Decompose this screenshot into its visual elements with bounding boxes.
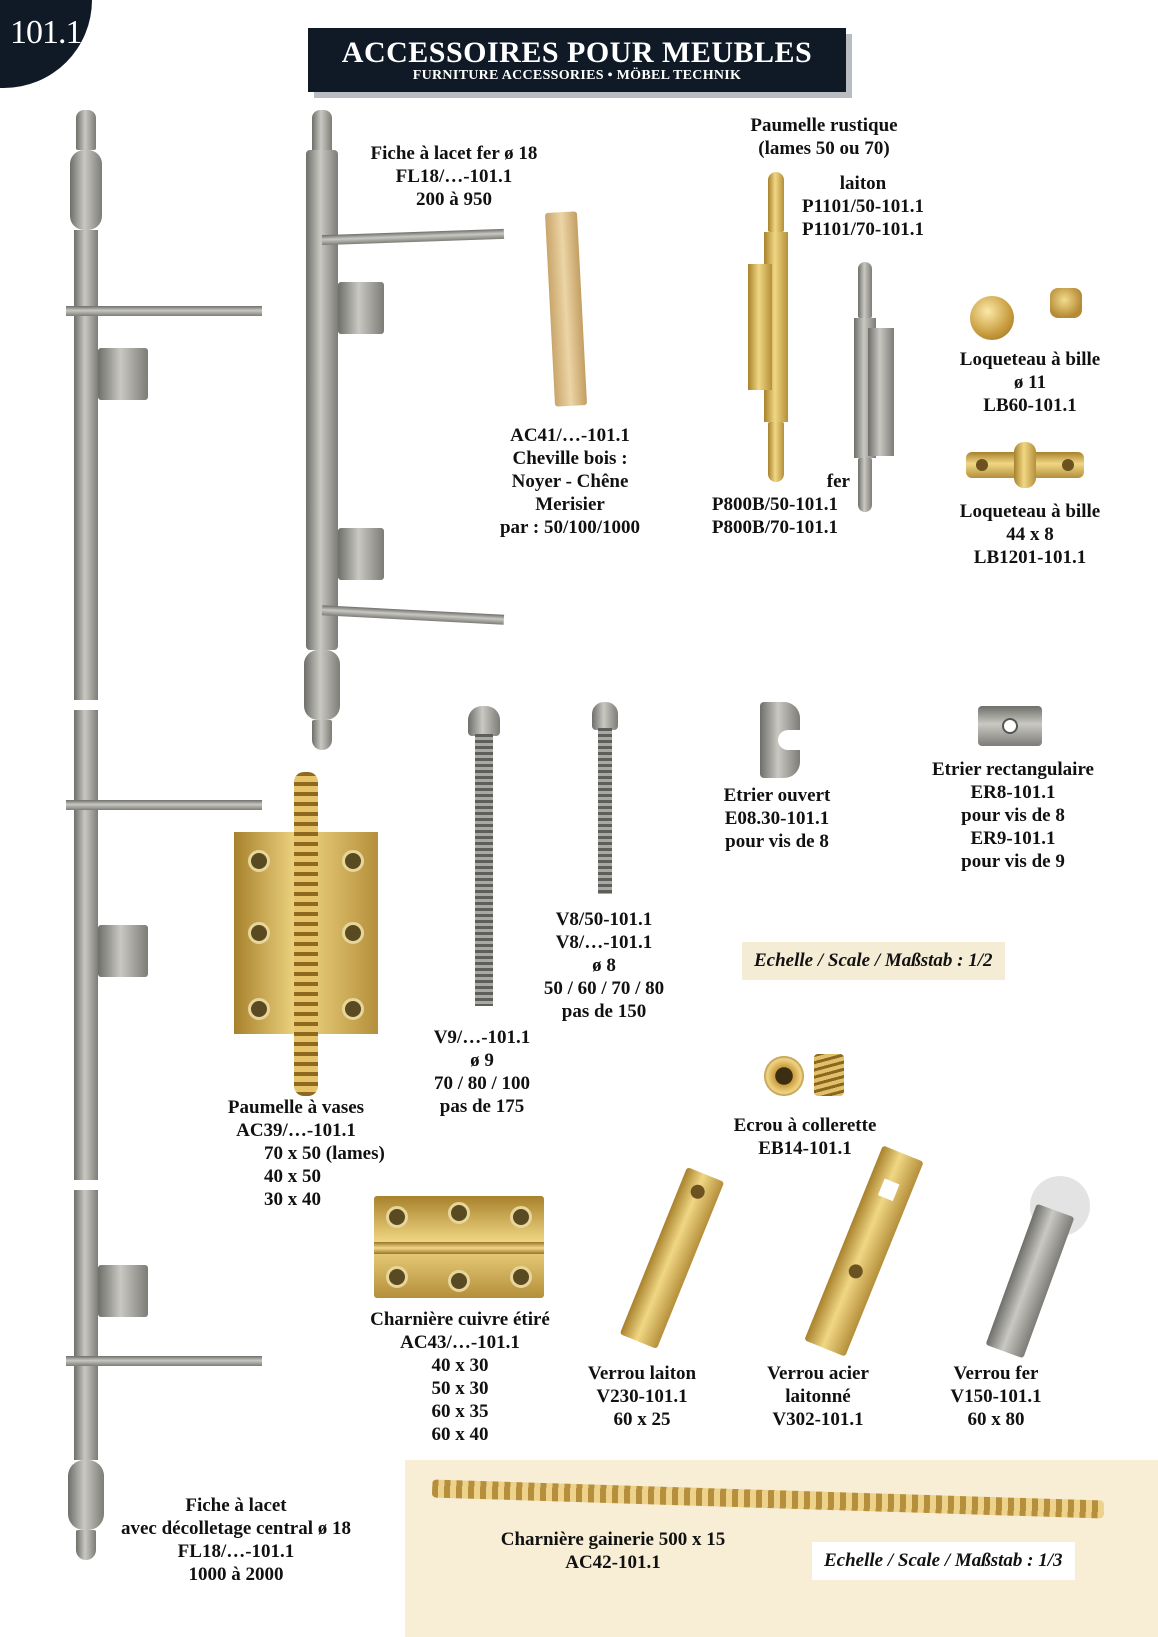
etrier-ouvert-title: Etrier ouvert [723, 785, 831, 806]
verrou-fer-label [926, 1362, 1066, 1431]
etrier-ouvert-note: pour vis de 8 [725, 831, 829, 852]
etrier-ouvert-image [760, 702, 800, 778]
etrier-rect-title: Etrier rectangulaire [932, 759, 1094, 780]
cheville-bois-title: Cheville bois : [512, 448, 628, 469]
verrou-laiton-size: 60 x 25 [613, 1409, 671, 1430]
fiche-decolletage-size: 1000 à 2000 [188, 1564, 284, 1585]
charniere-cuivre-label [352, 1308, 568, 1446]
etrier-rect-ref-9: ER9-101.1 [970, 828, 1056, 849]
verrou-acier-label [748, 1362, 888, 1431]
ecrou-ref: EB14-101.1 [758, 1138, 852, 1159]
etrier-rect-note-9: pour vis de 9 [961, 851, 1065, 872]
loqueteau-11-side-image [1050, 288, 1082, 318]
loqueteau-11-ref: LB60-101.1 [983, 395, 1077, 416]
paumelle-vases-title: Paumelle à vases [227, 1097, 365, 1118]
vis-v9-pitch: pas de 175 [439, 1096, 525, 1117]
ecrou-image [764, 1056, 804, 1096]
paumelle-vases-size-2: 40 x 50 [264, 1166, 321, 1187]
etrier-rect-label [908, 758, 1118, 873]
ecrou-threaded-image [814, 1054, 844, 1096]
fiche-decolletage-desc: avec décolletage central ø 18 [120, 1518, 352, 1539]
vis-v9-lengths: 70 / 80 / 100 [433, 1073, 531, 1094]
verrou-fer-title: Verrou fer [953, 1363, 1039, 1384]
fiche-lacet-fer-ref: FL18/…-101.1 [395, 166, 513, 187]
paumelle-laiton-label [788, 172, 938, 241]
fiche-lacet-fer-size: 200 à 950 [416, 189, 492, 210]
cheville-bois-image [545, 211, 587, 406]
charniere-cuivre-title: Charnière cuivre étiré [370, 1309, 550, 1330]
loqueteau-11-title: Loqueteau à bille [959, 349, 1101, 370]
etrier-ouvert-label [702, 784, 852, 853]
fiche-decolletage-ref: FL18/…-101.1 [177, 1541, 295, 1562]
paumelle-fer-label [700, 470, 850, 539]
verrou-acier-finish: laitonné [785, 1386, 851, 1407]
paumelle-rustique-title: Paumelle rustique [750, 115, 898, 136]
cheville-bois-wood-1: Noyer - Chêne [511, 471, 629, 492]
verrou-acier-title: Verrou acier [767, 1363, 869, 1384]
charniere-cuivre-ref: AC43/…-101.1 [400, 1332, 520, 1353]
vis-v8-diameter: ø 8 [592, 955, 616, 976]
paumelle-vases-sizes [264, 1142, 414, 1211]
verrou-laiton-title: Verrou laiton [587, 1363, 697, 1384]
vis-v8-pitch: pas de 150 [561, 1001, 647, 1022]
ecrou-title: Ecrou à collerette [733, 1115, 877, 1136]
etrier-ouvert-ref: E08.30-101.1 [724, 808, 830, 829]
scale-third-badge: Echelle / Scale / Maßstab : 1/3 [812, 1542, 1075, 1580]
cheville-bois-ref: AC41/…-101.1 [510, 425, 630, 446]
verrou-laiton-image [620, 1167, 725, 1349]
ecrou-label [710, 1114, 900, 1160]
verrou-fer-body-image [986, 1204, 1075, 1359]
vis-v8-image [588, 702, 622, 894]
loqueteau-11-image [970, 296, 1014, 340]
charniere-cuivre-size-4: 60 x 40 [431, 1424, 489, 1445]
paumelle-laiton-ref-50: P1101/50-101.1 [802, 196, 924, 217]
charniere-gainerie-label [478, 1528, 748, 1574]
loqueteau-44-image [966, 452, 1084, 478]
cheville-bois-label [480, 424, 660, 539]
loqueteau-44-ref: LB1201-101.1 [973, 547, 1087, 568]
vis-v8-ref: V8/…-101.1 [555, 932, 653, 953]
loqueteau-11-size: ø 11 [1013, 372, 1047, 393]
vis-v9-image [464, 706, 504, 1006]
cheville-bois-pack: par : 50/100/1000 [499, 517, 641, 538]
charniere-cuivre-size-2: 50 x 30 [431, 1378, 489, 1399]
vis-v9-ref: V9/…-101.1 [433, 1027, 531, 1048]
vis-v8-label [522, 908, 686, 1023]
fiche-lacet-fer-title: Fiche à lacet fer ø 18 [370, 143, 538, 164]
vis-v9-diameter: ø 9 [470, 1050, 494, 1071]
paumelle-vases-ref: AC39/…-101.1 [236, 1120, 356, 1141]
paumelle-vases-size-1: 70 x 50 (lames) [264, 1143, 385, 1164]
paumelle-vases-label [212, 1096, 380, 1142]
fiche-lacet-fer-label [354, 142, 554, 211]
page-number: 101.1 [10, 14, 82, 51]
charniere-cuivre-image [374, 1196, 544, 1298]
paumelle-laiton-material: laiton [839, 173, 887, 194]
vis-v8-ref-50: V8/50-101.1 [555, 909, 653, 930]
paumelle-vases-size-3: 30 x 40 [264, 1189, 321, 1210]
verrou-fer-size: 60 x 80 [967, 1409, 1025, 1430]
fiche-decolletage-label [100, 1494, 372, 1586]
paumelle-laiton-ref-70: P1101/70-101.1 [802, 219, 924, 240]
loqueteau-44-label [935, 500, 1125, 569]
verrou-acier-image [804, 1145, 923, 1356]
loqueteau-44-size: 44 x 8 [1006, 524, 1054, 545]
page-number-badge [0, 0, 92, 88]
paumelle-fer-ref-70: P800B/70-101.1 [711, 517, 839, 538]
page-title: ACCESSOIRES POUR MEUBLES [341, 36, 813, 69]
loqueteau-11-label [935, 348, 1125, 417]
etrier-rectangulaire-image [978, 706, 1042, 746]
scale-half-badge: Echelle / Scale / Maßstab : 1/2 [742, 942, 1005, 980]
page-subtitle: FURNITURE ACCESSORIES • MÖBEL TECHNIK [412, 68, 742, 83]
verrou-fer-ref: V150-101.1 [950, 1386, 1042, 1407]
paumelle-vases-image [234, 772, 378, 1096]
vis-v8-lengths: 50 / 60 / 70 / 80 [543, 978, 665, 999]
paumelle-fer-ref-50: P800B/50-101.1 [711, 494, 839, 515]
etrier-rect-note-8: pour vis de 8 [961, 805, 1065, 826]
charniere-gainerie-title: Charnière gainerie 500 x 15 [500, 1529, 726, 1550]
charniere-cuivre-size-1: 40 x 30 [431, 1355, 489, 1376]
charniere-gainerie-ref: AC42-101.1 [565, 1552, 661, 1573]
header-banner [308, 28, 846, 92]
paumelle-rustique-note: (lames 50 ou 70) [758, 138, 890, 159]
paumelle-rustique-label [714, 114, 934, 160]
fiche-decolletage-title: Fiche à lacet [185, 1495, 287, 1516]
charniere-cuivre-size-3: 60 x 35 [431, 1401, 489, 1422]
verrou-acier-ref: V302-101.1 [772, 1409, 864, 1430]
paumelle-fer-material: fer [826, 471, 850, 492]
verrou-laiton-ref: V230-101.1 [596, 1386, 688, 1407]
etrier-rect-ref-8: ER8-101.1 [970, 782, 1056, 803]
vis-v9-label [404, 1026, 560, 1118]
cheville-bois-wood-2: Merisier [535, 494, 605, 515]
verrou-laiton-label [572, 1362, 712, 1431]
loqueteau-44-title: Loqueteau à bille [959, 501, 1101, 522]
